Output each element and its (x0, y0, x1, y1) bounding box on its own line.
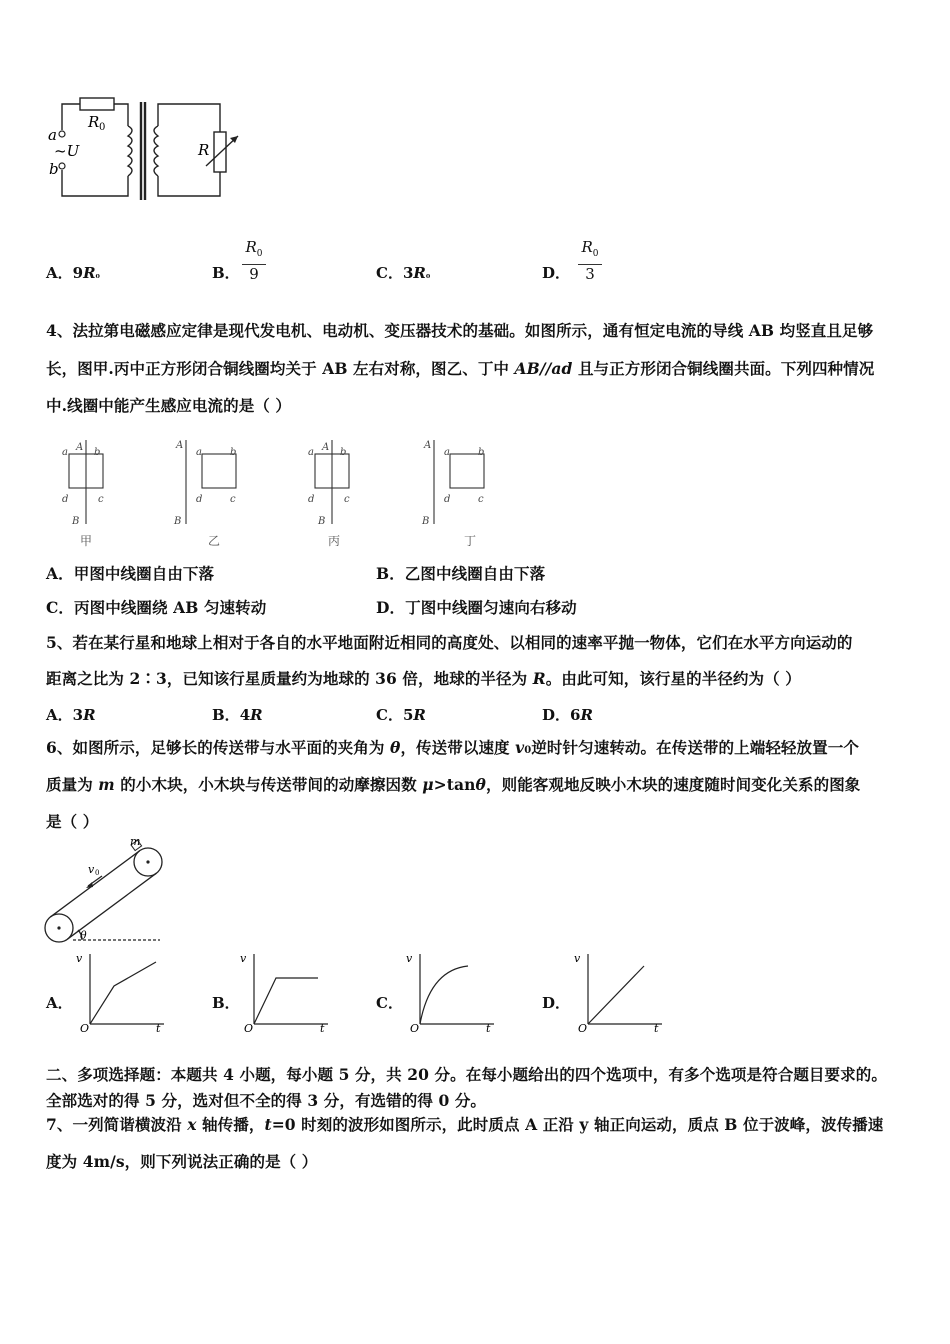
svg-text:t: t (320, 1022, 325, 1034)
svg-text:O: O (578, 1022, 588, 1034)
q4-figure-jia (56, 436, 126, 551)
q7-stem-line2: 度为 4m/s，则下列说法正确的是（ ） (46, 1152, 318, 1171)
section2-header-line2: 全部选对的得 5 分，选对但不全的得 3 分，有选错的得 0 分。 (46, 1091, 487, 1110)
svg-text:0: 0 (95, 869, 100, 877)
svg-text:m: m (130, 836, 141, 848)
q6-option-c[interactable]: C． (376, 994, 403, 1012)
svg-text:b: b (340, 447, 347, 458)
q6-stem-line1: 6、如图所示，足够长的传送带与水平面的夹角为 θ，传送带以速度 v0逆时针匀速转动。在传送带的上端轻轻放置一个 (46, 738, 859, 757)
caption-bing: 丙 (328, 534, 341, 548)
svg-text:O: O (80, 1022, 90, 1034)
q4-figure-bing (302, 436, 372, 551)
q4-stem-line1: 4、法拉第电磁感应定律是现代发电机、电动机、变压器技术的基础。如图所示，通有恒定电流的导线 AB 均竖直且足够 (46, 321, 874, 340)
svg-text:θ: θ (80, 929, 87, 942)
q4-option-d[interactable]: D．丁图中线圈匀速向右移动 (376, 598, 577, 617)
q4-figure-yi (170, 436, 250, 551)
section2-header-line1: 二、多项选择题：本题共 4 小题，每小题 5 分，共 20 分。在每小题给出的四个选项中，有多个选项是符合题目要求的。 (46, 1065, 887, 1084)
svg-text:d: d (444, 494, 451, 505)
q4-stem-line2: 长，图甲.丙中正方形闭合铜线圈均关于 AB 左右对称，图乙、丁中 AB//ad 且与正方形闭合铜线圈共面。下列四种情况 (46, 359, 875, 378)
q3-option-d[interactable]: D． (542, 264, 571, 282)
svg-text:t: t (156, 1022, 161, 1034)
q4-stem-line3: 中.线圈中能产生感应电流的是（ ） (46, 396, 291, 415)
q6-stem-line3: 是（ ） (46, 812, 99, 831)
svg-text:t: t (486, 1022, 491, 1034)
svg-text:d: d (196, 494, 203, 505)
label-r0: R (88, 113, 100, 131)
svg-text:c: c (478, 494, 484, 505)
q6-option-d[interactable]: D． (542, 994, 571, 1012)
q5-option-a[interactable]: A．3R (46, 706, 96, 724)
label-terminal-b: b (49, 160, 59, 178)
svg-text:O: O (244, 1022, 254, 1034)
q5-option-d[interactable]: D．6R (542, 706, 593, 724)
svg-text:v: v (574, 952, 581, 965)
svg-text:c: c (230, 494, 236, 505)
caption-jia: 甲 (80, 534, 93, 548)
q4-figure-ding (418, 436, 498, 551)
svg-text:a: a (444, 447, 450, 458)
svg-text:t: t (654, 1022, 659, 1034)
conveyor-belt-diagram (40, 836, 170, 946)
q3-option-b-fraction: $R_0$ 9 (242, 238, 266, 283)
q6-option-b[interactable]: B． (212, 994, 240, 1012)
svg-text:A: A (176, 440, 184, 451)
svg-text:A: A (76, 442, 84, 453)
caption-yi: 乙 (208, 534, 221, 548)
q3-option-b[interactable]: B． (212, 264, 240, 282)
label-terminal-a: a (48, 126, 57, 144)
svg-text:d: d (308, 494, 315, 505)
q6-graph-d (570, 948, 670, 1034)
svg-text:v: v (406, 952, 413, 965)
svg-text:B: B (72, 516, 80, 527)
svg-text:v: v (240, 952, 247, 965)
label-voltage-u: ~U (54, 142, 80, 160)
q6-stem-line2: 质量为 m 的小木块，小木块与传送带间的动摩擦因数 μ>tanθ，则能客观地反映小木块的速度随时间变化关系的图象 (46, 775, 861, 794)
svg-text:b: b (94, 447, 101, 458)
q7-stem-line1: 7、一列简谐横波沿 x 轴传播，t=0 时刻的波形如图所示，此时质点 A 正沿 y 轴正向运动，质点 B 位于波峰，波传播速 (46, 1115, 884, 1134)
svg-text:b: b (230, 447, 237, 458)
q5-option-b[interactable]: B．4R (212, 706, 263, 724)
svg-text:c: c (344, 494, 350, 505)
svg-text:c: c (98, 494, 104, 505)
q6-option-a[interactable]: A． (46, 994, 73, 1012)
svg-text:A: A (322, 442, 330, 453)
q3-option-a[interactable]: A．9R₀ (46, 264, 100, 282)
svg-text:b: b (478, 447, 485, 458)
q3-option-d-fraction: $R_0$ 3 (578, 238, 602, 283)
q5-option-c[interactable]: C．5R (376, 706, 426, 724)
svg-text:B: B (174, 516, 182, 527)
q4-option-a[interactable]: A．甲图中线圈自由下落 (46, 564, 215, 583)
svg-text:v: v (76, 952, 83, 965)
q5-stem-line2: 距离之比为 2∶3，已知该行星质量约为地球的 36 倍，地球的半径为 R。由此可知，该行星的半径约为（ ） (46, 669, 801, 688)
q6-graph-c (402, 948, 502, 1034)
svg-text:d: d (62, 494, 69, 505)
transformer-circuit-diagram (40, 92, 260, 212)
svg-text:A: A (424, 440, 432, 451)
q4-option-b[interactable]: B．乙图中线圈自由下落 (376, 564, 546, 583)
svg-text:v: v (88, 863, 95, 876)
q4-option-c[interactable]: C．丙图中线圈绕 AB 匀速转动 (46, 598, 267, 617)
svg-text:a: a (308, 447, 314, 458)
label-r0-sub: 0 (99, 122, 106, 133)
label-variable-r: R (198, 141, 210, 159)
q6-graph-b (236, 948, 336, 1034)
svg-text:a: a (62, 447, 68, 458)
svg-text:B: B (422, 516, 430, 527)
caption-ding: 丁 (464, 534, 477, 548)
q6-graph-a (72, 948, 172, 1034)
svg-text:B: B (318, 516, 326, 527)
svg-text:a: a (196, 447, 202, 458)
q5-stem-line1: 5、若在某行星和地球上相对于各自的水平地面附近相同的高度处、以相同的速率平抛一物体，它们在水平方向运动的 (46, 633, 853, 652)
q3-option-c[interactable]: C．3R₀ (376, 264, 431, 282)
svg-text:O: O (410, 1022, 420, 1034)
